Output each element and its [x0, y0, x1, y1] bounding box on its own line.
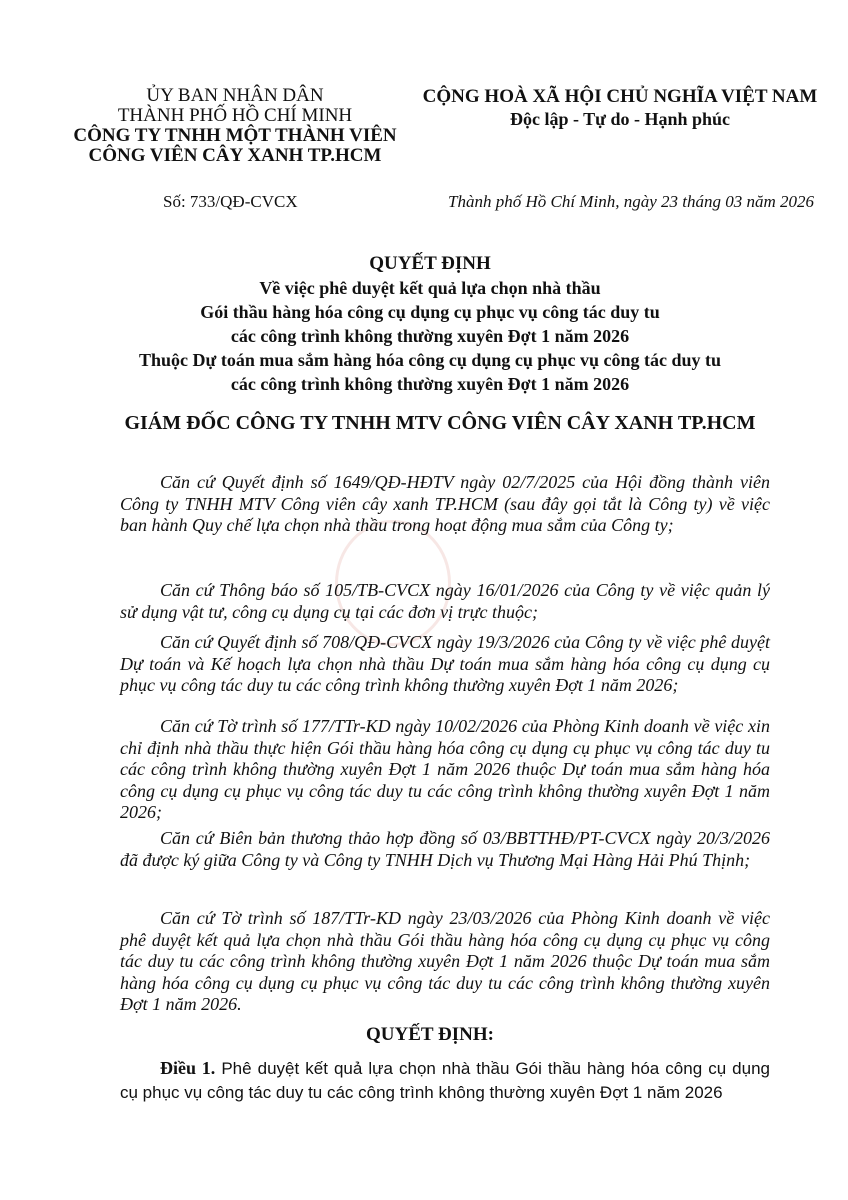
legal-basis-paragraph-5: [120, 828, 770, 871]
issuer-header: [60, 86, 410, 166]
director-heading: GIÁM ĐỐC CÔNG TY TNHH MTV CÔNG VIÊN CÂY XANH TP.HCM: [124, 412, 756, 434]
issuer-line-4: CÔNG VIÊN CÂY XANH TP.HCM: [88, 145, 382, 166]
issuer-line-3: CÔNG TY TNHH MỘT THÀNH VIÊN: [73, 125, 397, 146]
title-line-4: Thuộc Dự toán mua sắm hàng hóa công cụ dụng cụ phục vụ công tác duy tu: [139, 350, 721, 370]
document-title: [60, 252, 800, 396]
legal-basis-paragraph-4: [120, 716, 770, 824]
issuer-line-1: ỦY BAN NHÂN DÂN: [146, 85, 324, 106]
legal-basis-paragraph-1: [120, 472, 770, 537]
article-1: [120, 1056, 770, 1105]
paragraph-text: Căn cứ Tờ trình số 187/TTr-KD ngày 23/03/2026 của Phòng Kinh doanh về việc phê duyệt kết quả lựa chọn nhà thầu Gói thầu hàng hóa công cụ dụng cụ phục vụ công tác duy tu các công trình không thường xuyên Đợt 1 năm 2026 thuộc Dự toán mua sắm hàng hóa công cụ dụng cụ phục vụ công tác duy tu các công trình không thường xuyên Đợt 1 năm 2026.: [120, 908, 770, 1014]
paragraph-text: Căn cứ Quyết định số 708/QĐ-CVCX ngày 19/3/2026 của Công ty về việc phê duyệt Dự toán và Kế hoạch lựa chọn nhà thầu Dự toán mua sắm hàng hóa công cụ dụng cụ phục vụ công tác duy tu các công trình không thường xuyên Đợt 1 năm 2026;: [120, 632, 770, 695]
article-1-text: Phê duyệt kết quả lựa chọn nhà thầu Gói thầu hàng hóa công cụ dụng cụ phục vụ công tác duy tu các công trình không thường xuyên Đợt 1 năm 2026: [120, 1059, 770, 1102]
title-main: QUYẾT ĐỊNH: [369, 253, 491, 274]
decision-heading: QUYẾT ĐỊNH:: [366, 1024, 494, 1045]
national-header: [405, 86, 835, 130]
article-1-label: Điều 1.: [160, 1058, 216, 1078]
legal-basis-paragraph-2: [120, 580, 770, 623]
title-line-3: các công trình không thường xuyên Đợt 1 năm 2026: [230, 326, 630, 346]
title-line-1: Về việc phê duyệt kết quả lựa chọn nhà thầu: [259, 278, 601, 298]
title-line-5: các công trình không thường xuyên Đợt 1 năm 2026: [230, 374, 630, 394]
document-number: Số: 733/QĐ-CVCX: [163, 192, 298, 211]
title-line-2: Gói thầu hàng hóa công cụ dụng cụ phục vụ công tác duy tu: [200, 302, 660, 322]
nation-name: CỘNG HOÀ XÃ HỘI CHỦ NGHĨA VIỆT NAM: [422, 86, 818, 107]
national-motto: Độc lập - Tự do - Hạnh phúc: [509, 109, 731, 129]
legal-basis-paragraph-6: [120, 908, 770, 1016]
paragraph-text: Căn cứ Thông báo số 105/TB-CVCX ngày 16/01/2026 của Công ty về việc quản lý sử dụng vật tư, công cụ dụng cụ tại các đơn vị trực thuộc;: [120, 580, 770, 622]
paragraph-text: Căn cứ Quyết định số 1649/QĐ-HĐTV ngày 02/7/2025 của Hội đồng thành viên Công ty TNHH MTV Công viên cây xanh TP.HCM (sau đây gọi tắt là Công ty) về việc ban hành Quy chế lựa chọn nhà thầu trong hoạt động mua sắm của Công ty;: [120, 472, 770, 535]
paragraph-text: Căn cứ Biên bản thương thảo hợp đồng số 03/BBTTHĐ/PT-CVCX ngày 20/3/2026 đã được ký giữa Công ty và Công ty TNHH Dịch vụ Thương Mại Hàng Hải Phú Thịnh;: [120, 828, 770, 870]
legal-basis-paragraph-3: [120, 632, 770, 697]
document-date: Thành phố Hồ Chí Minh, ngày 23 tháng 03 năm 2026: [448, 192, 814, 211]
issuer-line-2: THÀNH PHỐ HỒ CHÍ MINH: [117, 105, 353, 126]
paragraph-text: Căn cứ Tờ trình số 177/TTr-KD ngày 10/02/2026 của Phòng Kinh doanh về việc xin chỉ định nhà thầu thực hiện Gói thầu hàng hóa công cụ dụng cụ phục vụ công tác duy tu các công trình không thường xuyên Đợt 1 năm 2026 thuộc Dự toán mua sắm hàng hóa công cụ dụng cụ phục vụ công tác duy tu các công trình không thường xuyên Đợt 1 năm 2026;: [120, 716, 770, 822]
